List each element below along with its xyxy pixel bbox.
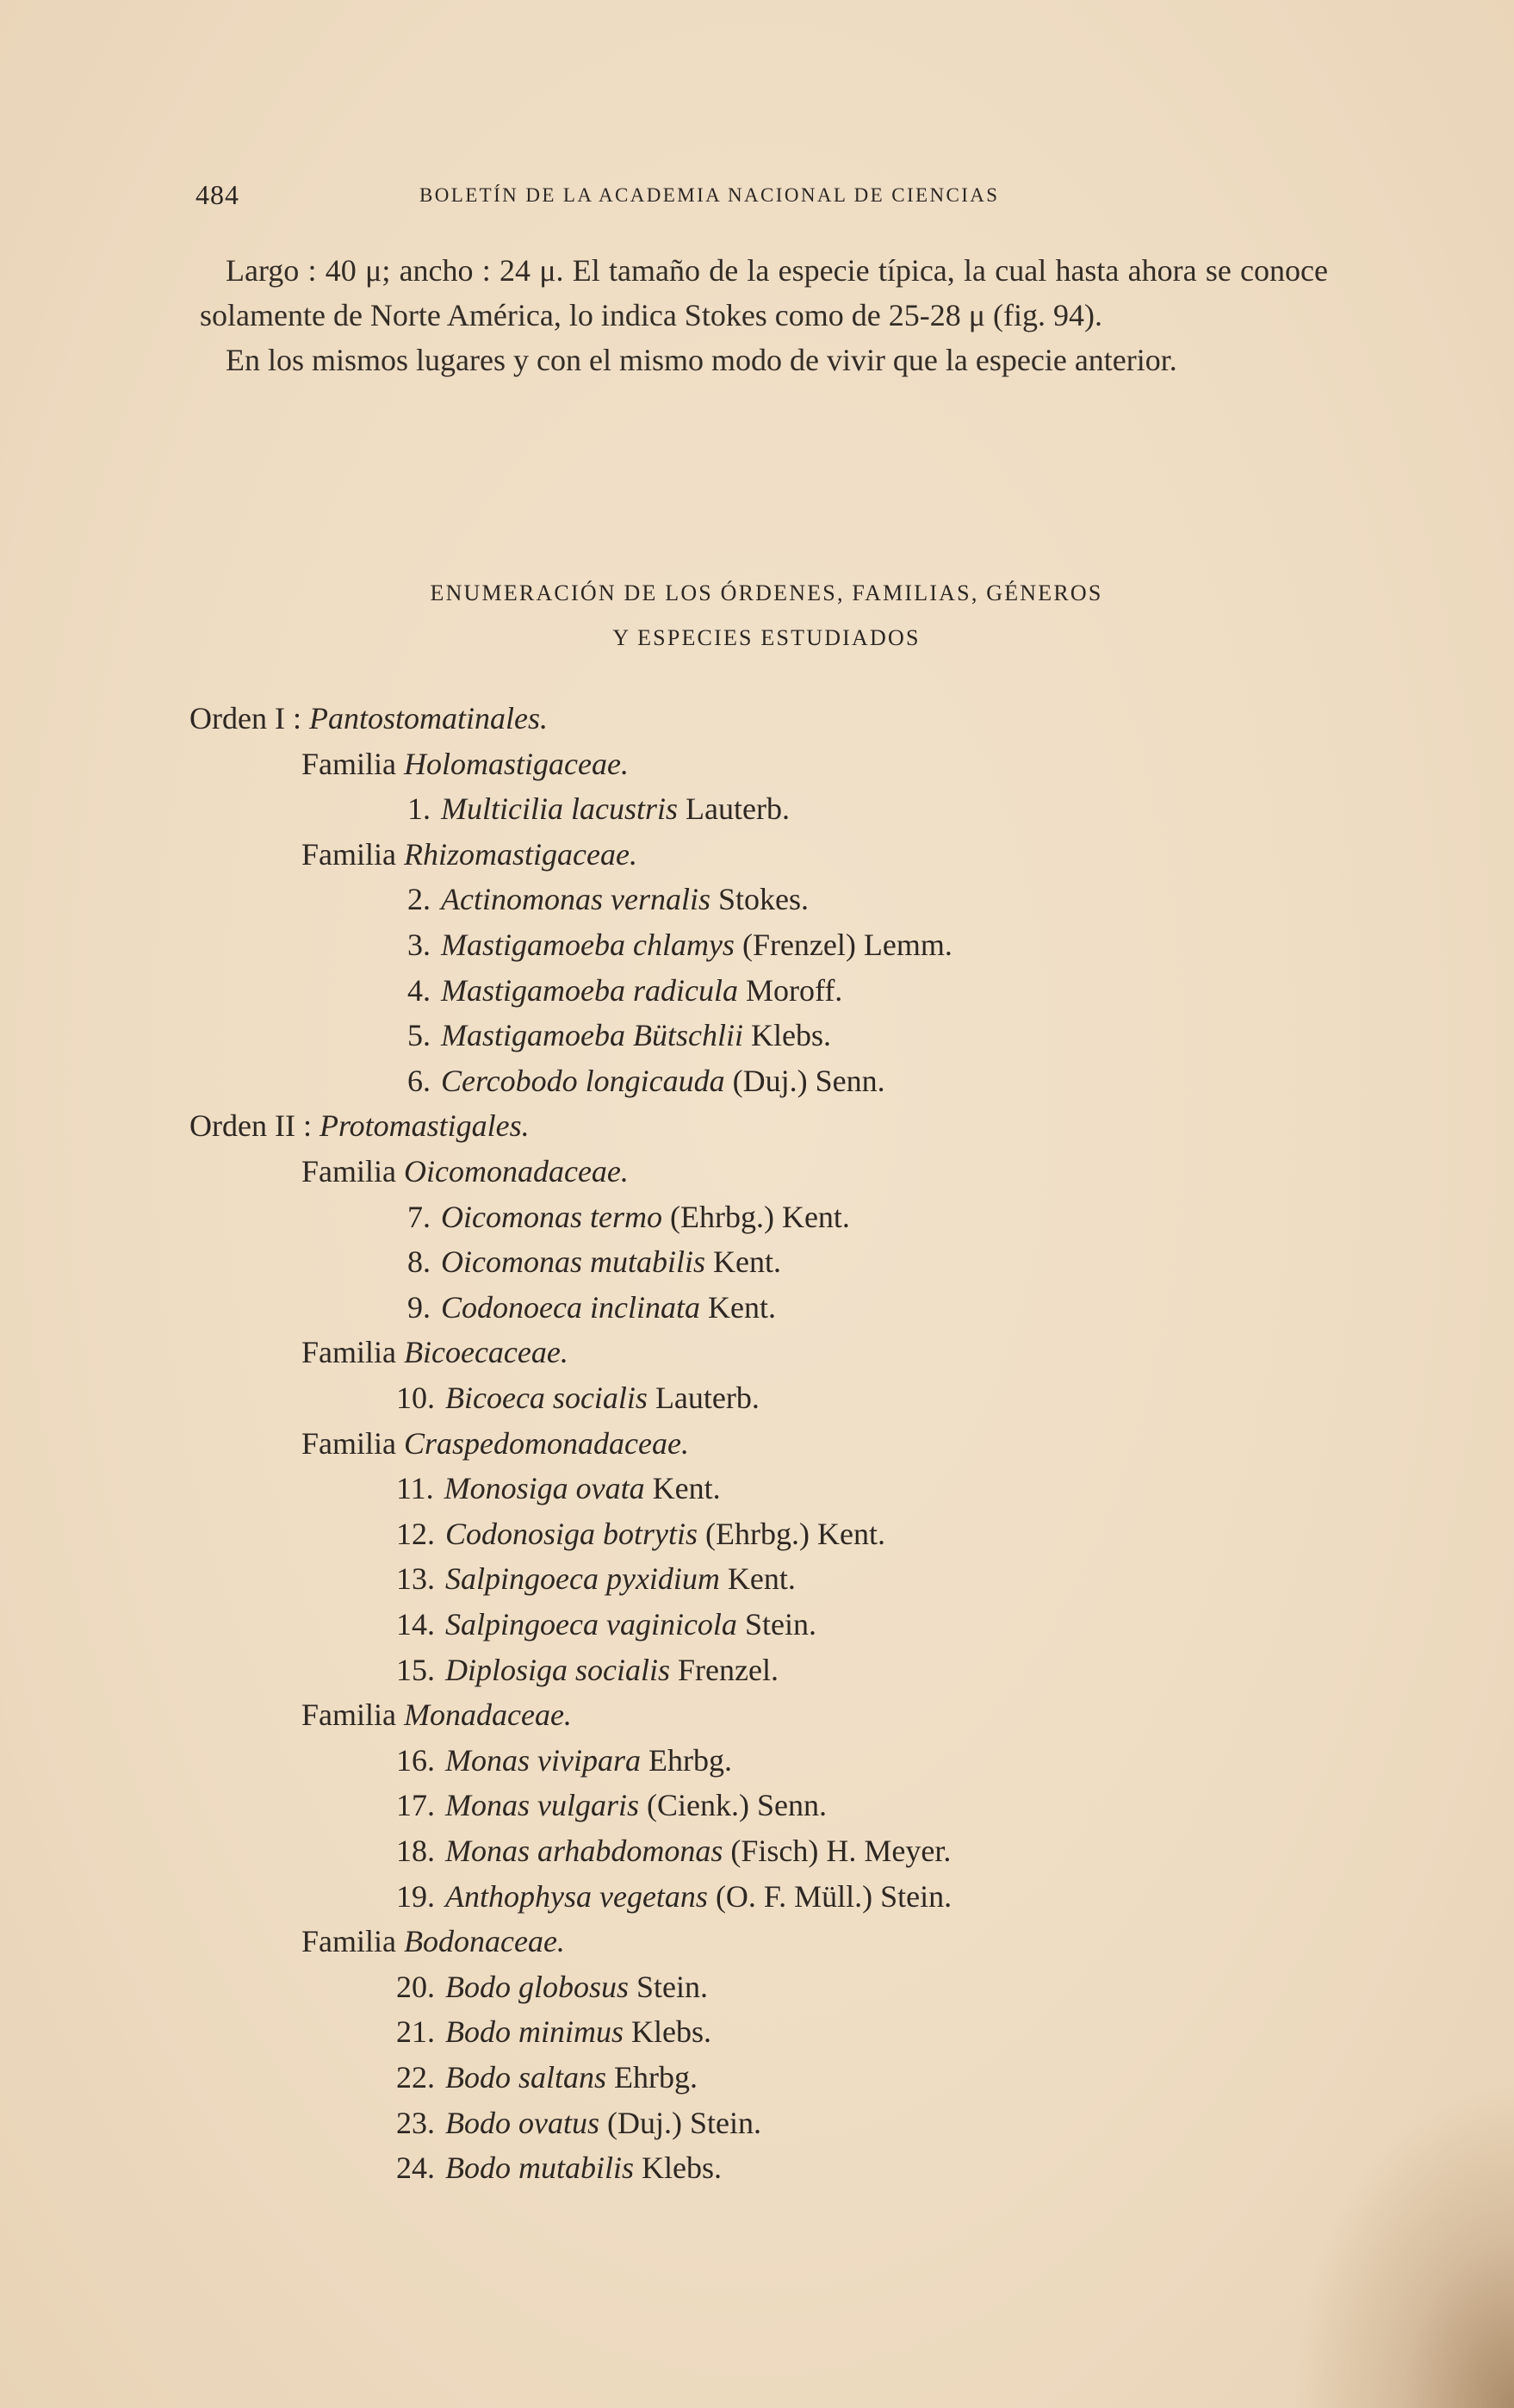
order-label: Orden I : bbox=[189, 701, 309, 735]
species-entry bbox=[396, 1788, 827, 1822]
species-author: Stein. bbox=[629, 1969, 709, 2004]
paragraph-2: En los mismos lugares y con el mismo modo de vivir que la especie anterior. bbox=[226, 343, 1177, 377]
species-entry bbox=[396, 1018, 831, 1052]
species-author: Stein. bbox=[736, 1607, 816, 1642]
species-name: Anthophysa vegetans bbox=[445, 1878, 708, 1914]
species-number: 6. bbox=[407, 1063, 431, 1098]
species-number: 9. bbox=[407, 1289, 431, 1325]
species-name: Monosiga ovata bbox=[444, 1471, 645, 1506]
species-entry bbox=[396, 1244, 781, 1279]
species-number: 1. bbox=[407, 791, 431, 827]
species-name: Monas arhabdomonas bbox=[445, 1834, 723, 1868]
order-entry bbox=[189, 701, 548, 735]
species-name: Mastigamoeba Bütschlii bbox=[441, 1018, 743, 1053]
species-name: Cercobodo longicauda bbox=[441, 1063, 725, 1098]
species-number: 20. bbox=[396, 1969, 435, 2004]
paper-stain bbox=[1290, 2081, 1514, 2408]
species-name: Multicilia lacustris bbox=[441, 791, 678, 827]
species-number: 18. bbox=[396, 1834, 435, 1868]
species-entry bbox=[396, 2014, 711, 2049]
species-number: 11. bbox=[396, 1471, 434, 1506]
species-author: Ehrbg. bbox=[606, 2060, 698, 2095]
species-number: 2. bbox=[407, 882, 431, 917]
species-author: (Ehrbg.) Kent. bbox=[698, 1516, 885, 1551]
family-name: Oicomonadaceae. bbox=[404, 1154, 629, 1188]
species-name: Monas vulgaris bbox=[445, 1788, 639, 1823]
species-name: Monas vivipara bbox=[445, 1742, 641, 1778]
species-entry bbox=[396, 928, 952, 962]
species-entry bbox=[396, 2106, 761, 2140]
family-name: Craspedomonadaceae. bbox=[404, 1425, 689, 1461]
species-number: 4. bbox=[407, 972, 431, 1008]
species-name: Oicomonas mutabilis bbox=[441, 1244, 706, 1280]
species-name: Bodo ovatus bbox=[445, 2105, 599, 2140]
family-label: Familia bbox=[301, 1154, 404, 1188]
species-name: Codonoeca inclinata bbox=[441, 1289, 700, 1325]
family-entry bbox=[301, 747, 629, 781]
family-name: Bicoecaceae. bbox=[404, 1335, 568, 1370]
species-number: 12. bbox=[396, 1516, 435, 1551]
species-author: (Ehrbg.) Kent. bbox=[661, 1199, 850, 1234]
species-author: Moroff. bbox=[737, 972, 843, 1008]
species-name: Bicoeca socialis bbox=[445, 1381, 648, 1415]
order-label: Orden II : bbox=[189, 1108, 320, 1144]
order-name: Pantostomatinales. bbox=[308, 701, 548, 735]
species-number: 15. bbox=[396, 1652, 435, 1687]
species-number: 5. bbox=[407, 1018, 431, 1053]
species-author: Kent. bbox=[699, 1289, 776, 1325]
species-author: (Frenzel) Lemm. bbox=[734, 928, 952, 962]
species-number: 19. bbox=[396, 1878, 435, 1914]
species-entry bbox=[396, 2060, 698, 2095]
species-author: Kent. bbox=[719, 1561, 796, 1597]
species-entry bbox=[396, 1970, 708, 2004]
species-entry bbox=[396, 1064, 885, 1098]
running-head: BOLETÍN DE LA ACADEMIA NACIONAL DE CIENCIAS bbox=[419, 184, 1000, 206]
species-entry bbox=[396, 1561, 796, 1596]
family-name: Monadaceae. bbox=[404, 1697, 572, 1733]
species-number: 7. bbox=[407, 1199, 431, 1234]
species-author: Lauterb. bbox=[678, 791, 790, 827]
species-name: Mastigamoeba chlamys bbox=[441, 928, 735, 962]
species-number: 10. bbox=[396, 1381, 435, 1415]
species-name: Mastigamoeba radicula bbox=[441, 972, 738, 1008]
species-entry bbox=[396, 1200, 850, 1234]
species-entry bbox=[396, 882, 809, 916]
species-entry bbox=[396, 1471, 721, 1505]
section-heading-line-2: Y ESPECIES ESTUDIADOS bbox=[612, 625, 921, 650]
family-name: Holomastigaceae. bbox=[404, 746, 629, 781]
species-name: Oicomonas termo bbox=[441, 1199, 662, 1234]
species-number: 23. bbox=[396, 2105, 435, 2140]
paragraph-1: Largo : 40 μ; ancho : 24 μ. El tamaño de la especie típica, la cual hasta ahora se conoce solamente de Norte América, lo indica Stokes como de 25-28 μ (fig. 94). bbox=[200, 253, 1328, 332]
species-number: 21. bbox=[396, 2014, 435, 2050]
family-entry bbox=[301, 1924, 565, 1958]
species-number: 24. bbox=[396, 2150, 435, 2186]
family-name: Bodonaceae. bbox=[404, 1924, 565, 1959]
species-name: Codonosiga botrytis bbox=[445, 1516, 698, 1551]
body-text bbox=[200, 248, 1328, 382]
family-label: Familia bbox=[301, 836, 404, 872]
species-author: Ehrbg. bbox=[640, 1742, 732, 1778]
family-entry bbox=[301, 837, 637, 872]
species-name: Diplosiga socialis bbox=[445, 1652, 671, 1687]
species-number: 13. bbox=[396, 1561, 435, 1597]
species-author: Stokes. bbox=[710, 882, 809, 917]
species-entry bbox=[396, 1607, 816, 1642]
family-label: Familia bbox=[301, 1425, 404, 1461]
family-label: Familia bbox=[301, 1924, 404, 1959]
family-name: Rhizomastigaceae. bbox=[404, 836, 637, 872]
species-name: Bodo saltans bbox=[445, 2060, 607, 2095]
family-entry bbox=[301, 1697, 572, 1732]
family-entry bbox=[301, 1154, 629, 1188]
species-entry bbox=[396, 1653, 779, 1687]
species-name: Bodo mutabilis bbox=[445, 2150, 635, 2186]
family-entry bbox=[301, 1335, 568, 1369]
species-author: Klebs. bbox=[742, 1018, 831, 1053]
family-entry bbox=[301, 1426, 689, 1461]
species-author: Kent. bbox=[705, 1244, 781, 1280]
species-number: 17. bbox=[396, 1788, 435, 1823]
species-entry bbox=[396, 791, 790, 826]
family-label: Familia bbox=[301, 1335, 404, 1370]
species-author: (Fisch) H. Meyer. bbox=[723, 1834, 952, 1868]
species-number: 14. bbox=[396, 1607, 435, 1642]
species-author: (Duj.) Stein. bbox=[599, 2105, 761, 2140]
page-header bbox=[195, 179, 1113, 214]
species-entry bbox=[396, 1381, 760, 1415]
species-author: (O. F. Müll.) Stein. bbox=[707, 1878, 952, 1914]
species-author: (Cienk.) Senn. bbox=[639, 1788, 827, 1823]
species-number: 16. bbox=[396, 1742, 435, 1778]
order-name: Protomastigales. bbox=[319, 1108, 530, 1144]
species-author: (Duj.) Senn. bbox=[724, 1063, 885, 1098]
species-name: Bodo minimus bbox=[445, 2014, 624, 2050]
species-name: Bodo globosus bbox=[445, 1969, 630, 2004]
species-number: 8. bbox=[407, 1244, 431, 1280]
species-author: Klebs. bbox=[634, 2150, 723, 2186]
species-entry bbox=[396, 1834, 951, 1868]
species-author: Kent. bbox=[644, 1471, 721, 1506]
section-heading bbox=[207, 571, 1326, 661]
species-entry bbox=[396, 2150, 722, 2185]
order-entry bbox=[189, 1108, 530, 1143]
species-name: Salpingoeca pyxidium bbox=[445, 1561, 720, 1597]
species-entry bbox=[396, 1517, 885, 1551]
section-heading-line-1: ENUMERACIÓN DE LOS ÓRDENES, FAMILIAS, GÉNEROS bbox=[430, 580, 1103, 605]
species-number: 3. bbox=[407, 928, 431, 962]
species-entry bbox=[396, 1743, 732, 1778]
species-entry bbox=[396, 973, 842, 1008]
species-author: Frenzel. bbox=[670, 1652, 779, 1687]
species-name: Actinomonas vernalis bbox=[441, 882, 710, 917]
species-entry bbox=[396, 1879, 952, 1914]
species-name: Salpingoeca vaginicola bbox=[445, 1607, 737, 1642]
species-entry bbox=[396, 1290, 776, 1325]
species-author: Klebs. bbox=[624, 2014, 711, 2050]
species-number: 22. bbox=[396, 2060, 435, 2095]
page-number: 484 bbox=[195, 179, 239, 210]
family-label: Familia bbox=[301, 746, 404, 781]
species-author: Lauterb. bbox=[647, 1381, 760, 1415]
family-label: Familia bbox=[301, 1697, 404, 1733]
